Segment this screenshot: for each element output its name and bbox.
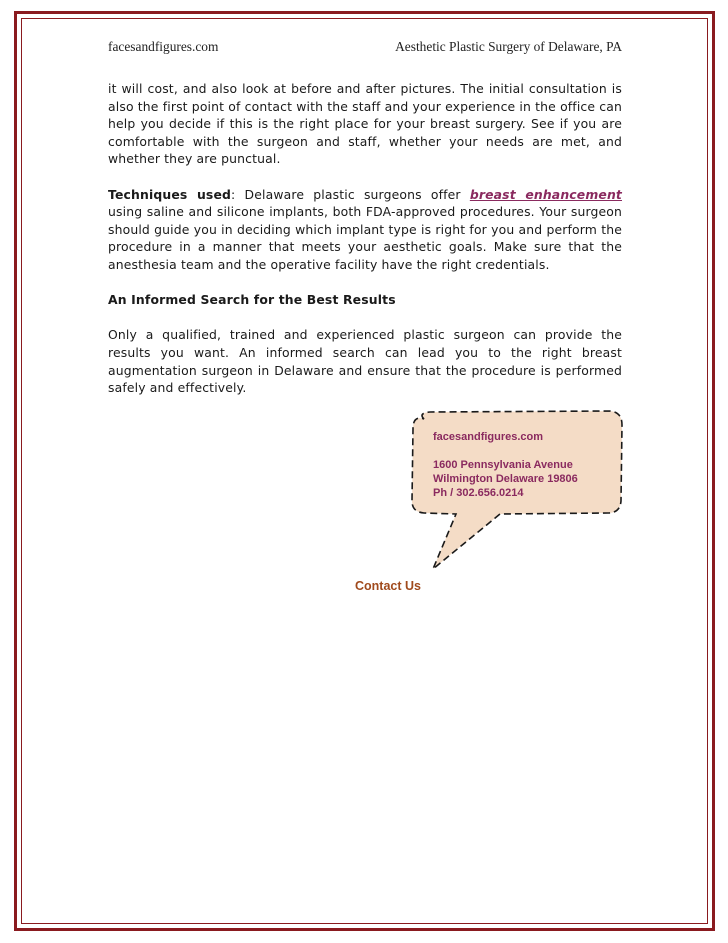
techniques-label: Techniques used — [108, 186, 232, 202]
breast-enhancement-link[interactable]: breast enhancement — [469, 186, 622, 202]
callout-phone: Ph / 302.656.0214 — [433, 487, 524, 499]
page-header — [108, 39, 622, 55]
section-heading: An Informed Search for the Best Results — [108, 292, 396, 308]
paragraph-search: Only a qualified, trained and experienced plastic surgeon can provide the results you want. An informed search can lead you to the right breast augmentation surgeon in Delaware and ensure that the procedure is performed safely and effectively. — [108, 327, 622, 396]
techniques-text: using saline and silicone implants, both FDA-approved procedures. Your surgeon should guide you in deciding which implant type is right for you and perform the procedure in a manner that meets your aesthetic goals. Make sure that the anesthesia team and the operative facility have the right credentials. — [108, 204, 622, 272]
header-title: Aesthetic Plastic Surgery of Delaware, PA — [395, 39, 622, 54]
techniques-intro: : Delaware plastic surgeons offer — [231, 186, 470, 202]
article-body — [108, 80, 622, 414]
callout-text — [433, 430, 613, 500]
paragraph-techniques — [108, 186, 622, 274]
callout-address-city: Wilmington Delaware 19806 — [433, 473, 578, 485]
callout-address-street: 1600 Pennsylvania Avenue — [433, 459, 573, 471]
callout-site: facesandfigures.com — [433, 431, 544, 443]
paragraph-consultation: it will cost, and also look at before and after pictures. The initial consultation is also the first point of contact with the staff and your experience in the office can help you decide if this is the right place for your breast surgery. See if you are comfortable with the surgeon and staff, whether your needs are met, and whether they are punctual. — [108, 81, 622, 167]
contact-us-link[interactable]: Contact Us — [355, 579, 421, 593]
header-site: facesandfigures.com — [108, 39, 219, 54]
